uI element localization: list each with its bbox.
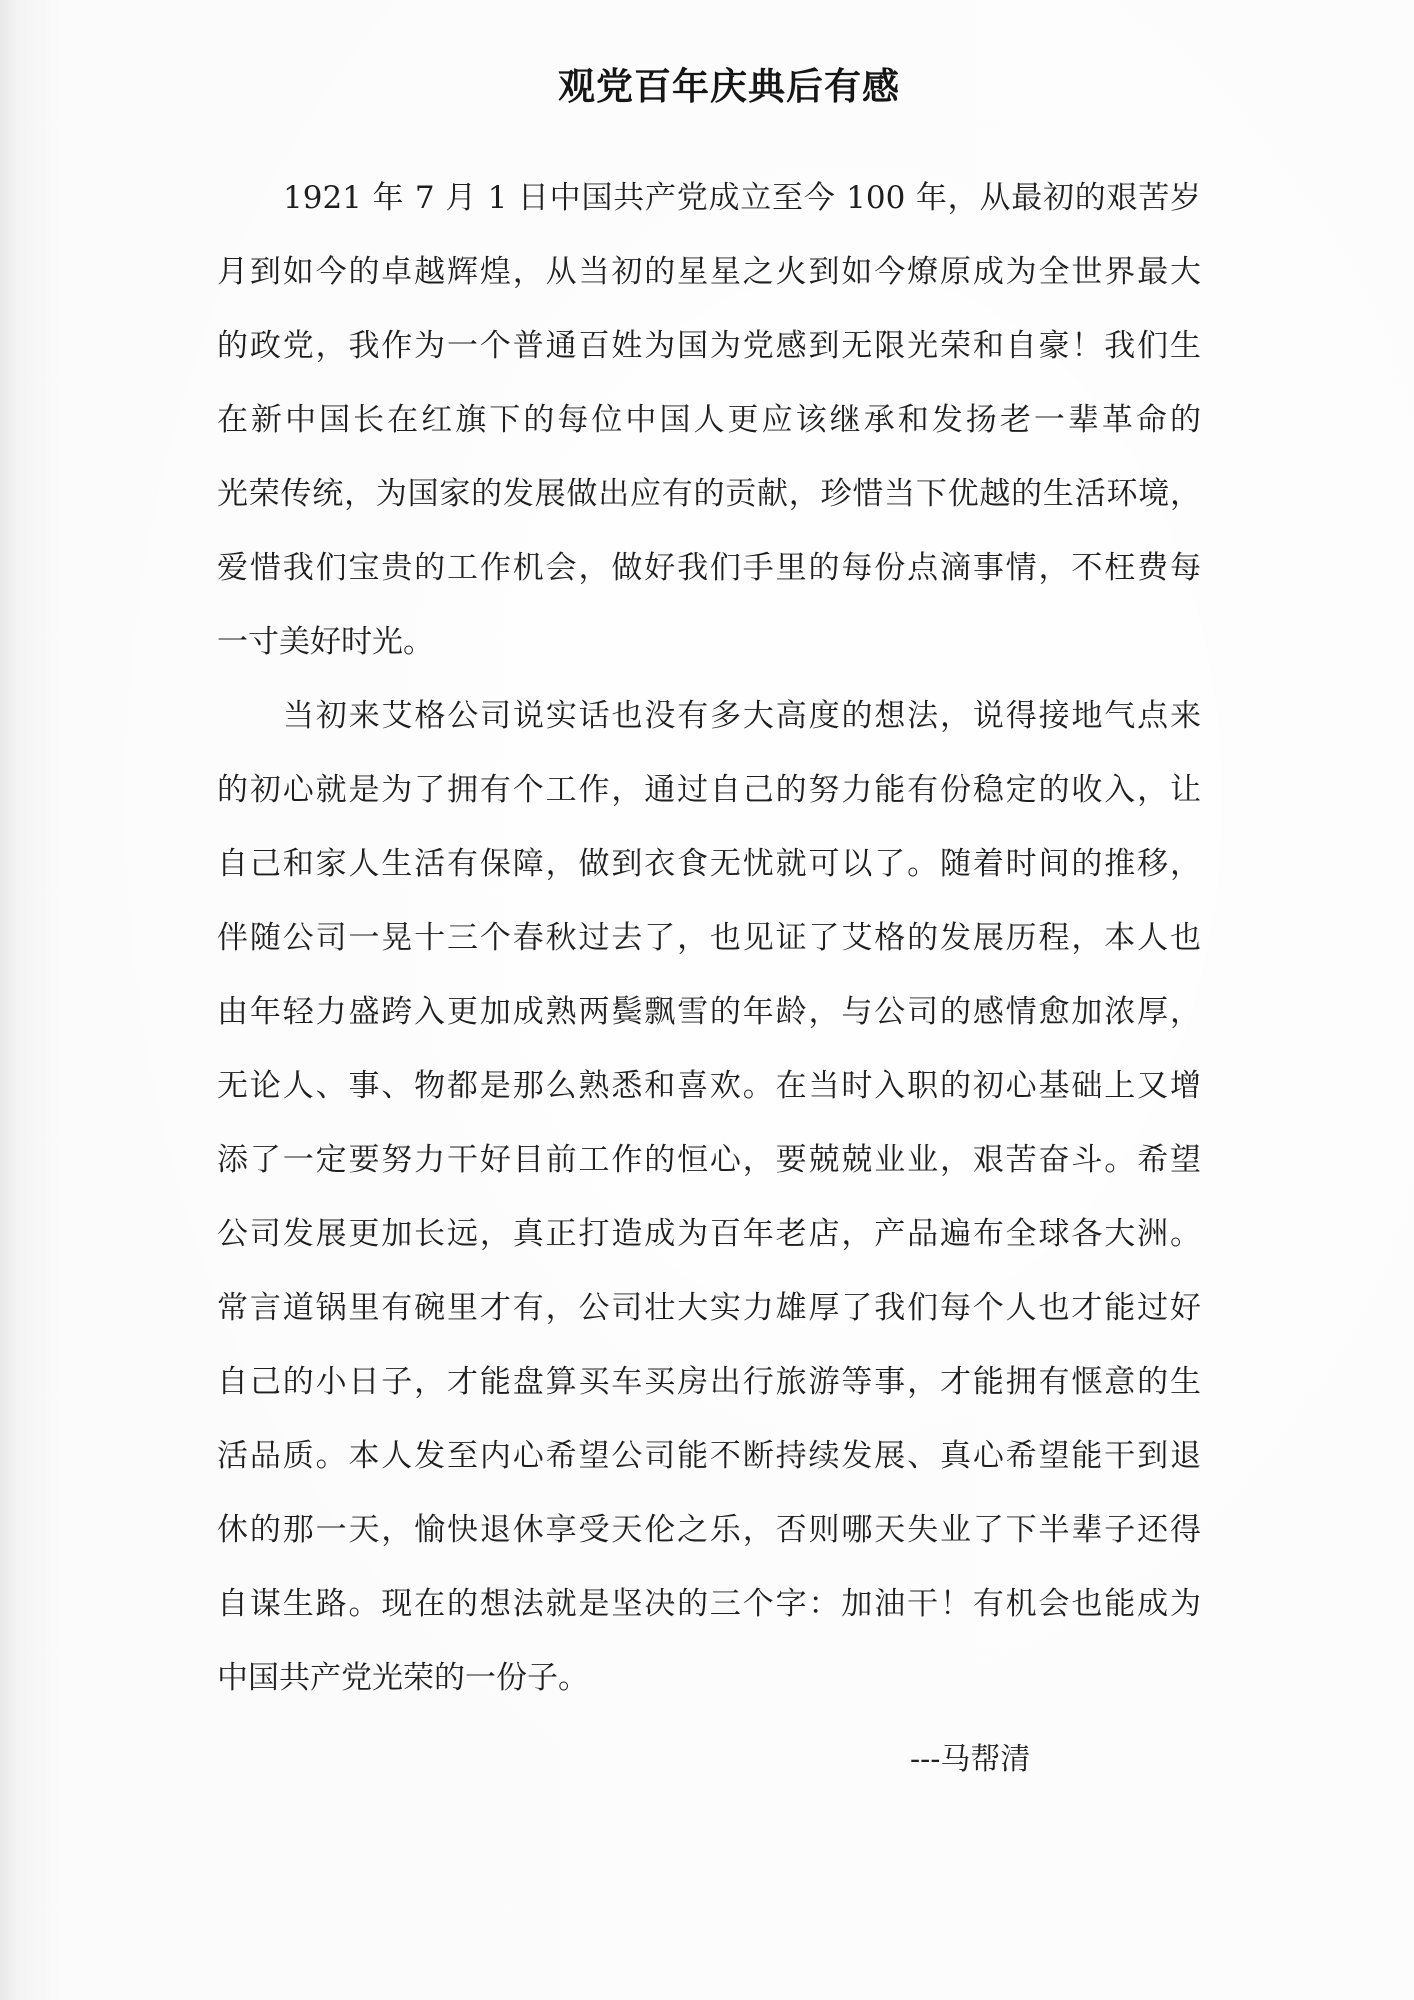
document-body	[217, 161, 1201, 1715]
author-signature: ---马帮清	[910, 1742, 1031, 1777]
text-line: 活品质。本人发至内心希望公司能不断持续发展、真心希望能干到退	[217, 1438, 1201, 1474]
paragraph-2	[217, 679, 1201, 1715]
text-line: 由年轻力盛跨入更加成熟两鬓飘雪的年龄，与公司的感情愈加浓厚，	[217, 994, 1201, 1030]
text-line: 自己和家人生活有保障，做到衣食无忧就可以了。随着时间的推移，	[217, 846, 1201, 882]
text-line: 月到如今的卓越辉煌，从当初的星星之火到如今燎原成为全世界最大	[217, 254, 1201, 290]
text-line: 1921 年 7 月 1 日中国共产党成立至今 100 年，从最初的艰苦岁	[283, 180, 1201, 216]
text-line: 公司发展更加长远，真正打造成为百年老店，产品遍布全球各大洲。	[217, 1216, 1201, 1252]
text-line: 一寸美好时光。	[217, 624, 434, 660]
text-line: 自己的小日子，才能盘算买车买房出行旅游等事，才能拥有惬意的生	[217, 1364, 1201, 1400]
text-line: 添了一定要努力干好目前工作的恒心，要兢兢业业，艰苦奋斗。希望	[217, 1142, 1201, 1178]
text-line: 伴随公司一晃十三个春秋过去了，也见证了艾格的发展历程，本人也	[217, 920, 1201, 956]
text-line: 在新中国长在红旗下的每位中国人更应该继承和发扬老一辈革命的	[217, 402, 1201, 438]
text-line: 的初心就是为了拥有个工作，通过自己的努力能有份稳定的收入，让	[217, 772, 1201, 808]
paragraph-1	[217, 161, 1201, 679]
text-line: 无论人、事、物都是那么熟悉和喜欢。在当时入职的初心基础上又增	[217, 1068, 1201, 1104]
text-line: 爱惜我们宝贵的工作机会，做好我们手里的每份点滴事情，不枉费每	[217, 550, 1201, 586]
text-line: 的政党，我作为一个普通百姓为国为党感到无限光荣和自豪！我们生	[217, 328, 1201, 364]
text-line: 自谋生路。现在的想法就是坚决的三个字：加油干！有机会也能成为	[217, 1586, 1201, 1622]
document-title: 观党百年庆典后有感	[558, 65, 900, 108]
text-line: 常言道锅里有碗里才有，公司壮大实力雄厚了我们每个人也才能过好	[217, 1290, 1201, 1326]
text-line: 当初来艾格公司说实话也没有多大高度的想法，说得接地气点来	[283, 698, 1201, 734]
text-line: 休的那一天，愉快退休享受天伦之乐，否则哪天失业了下半辈子还得	[217, 1512, 1201, 1548]
text-line: 光荣传统，为国家的发展做出应有的贡献，珍惜当下优越的生活环境，	[217, 476, 1201, 512]
text-line: 中国共产党光荣的一份子。	[217, 1660, 589, 1696]
